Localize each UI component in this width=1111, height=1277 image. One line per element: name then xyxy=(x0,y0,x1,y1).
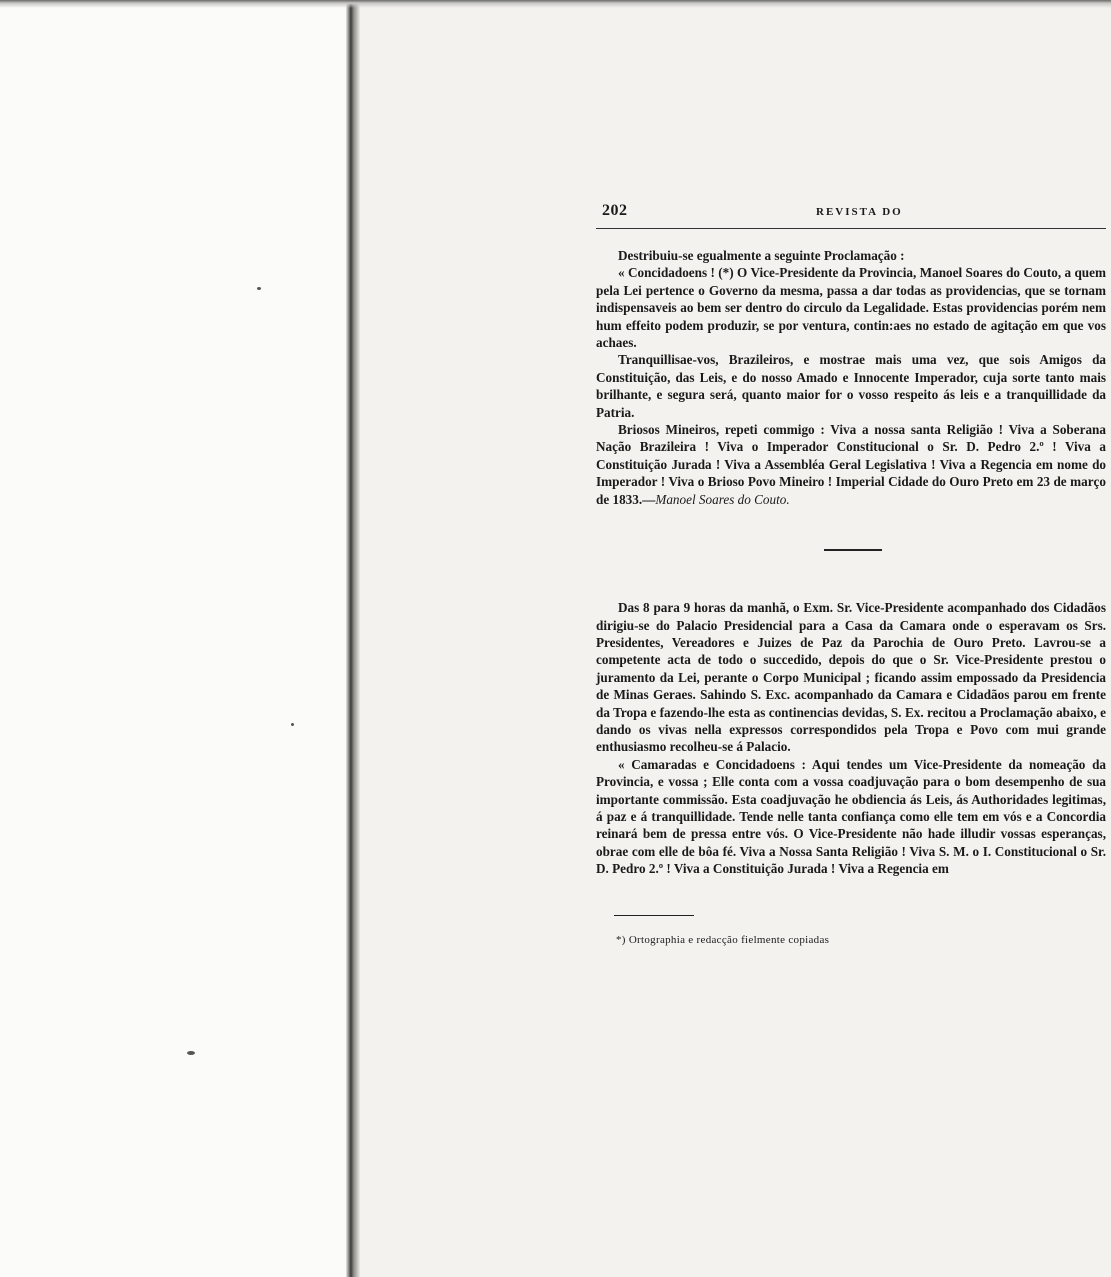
scan-speck xyxy=(291,723,294,726)
paragraph: « Camaradas e Concidadoens : Aqui tendes um Vice-Presidente da nomeação da Provincia, e vossa ; Elle conta com a vossa coadjuvação para o bom desempenho de sua importante commissão. Esta coadjuvação he obdiencia ás Leis, ás Authoridades legitimas, á paz e á tranquillidade. Tende nelle tanta confiança como elle tem em vós e a Concordia reinará bem de pressa entre vós. O Vice-Presidente não hade illudir vossas esperanças, obrae com elle de bôa fé. Viva a Nossa Santa Religião ! Viva S. M. o I. Constitucional o Sr. D. Pedro 2.º ! Viva a Constituição Jurada ! Viva a Regencia em xyxy=(596,756,1106,877)
narrative-section xyxy=(596,599,1106,878)
paragraph: Tranquillisae-vos, Brazileiros, e mostrae mais uma vez, que sois Amigos da Constituição, das Leis, e do nosso Amado e Innocente Imperador, cuja sorte tanto mais brilhante, e segura será, quanto maior for o vosso respeito ás leis e a tranquillidade da Patria. xyxy=(596,352,1106,420)
footnote-rule xyxy=(614,915,694,916)
running-head xyxy=(596,200,1106,229)
header-title: REVISTA DO xyxy=(816,206,903,218)
proclamation-section xyxy=(596,247,1106,508)
blank-left-page xyxy=(0,0,352,1277)
scan-speck xyxy=(187,1051,195,1055)
footnote: *) Ortographia e redacção fielmente copiadas xyxy=(616,933,830,946)
scan-top-edge xyxy=(0,0,1111,8)
book-gutter xyxy=(346,0,360,1277)
section-divider xyxy=(824,549,882,551)
paragraph xyxy=(596,421,1106,508)
book-page xyxy=(596,200,1106,946)
page-number: 202 xyxy=(602,202,628,219)
paragraph: « Concidadoens ! (*) O Vice-Presidente da Provincia, Manoel Soares do Couto, a quem pela Lei pertence o Governo da mesma, passa a dar todas as providencias, que se tornam indispensaveis ao bem ser dentro do circulo da Legalidade. Estas providencias porém nem hum effeito podem produzir, se por ventura, contin:aes no estado de agitação em que vos achaes. xyxy=(596,265,1106,351)
paragraph: Das 8 para 9 horas da manhã, o Exm. Sr. Vice-Presidente acompanhado dos Cidadãos dirigiu-se do Palacio Presidencial para a Casa da Camara onde o esperavam os Srs. Presidentes, Vereadores e Juizes de Paz da Parochia de Ouro Preto. Lavrou-se a competente acta de todo o succedido, depois do que o Sr. Vice-Presidente prestou o juramento da Lei, perante o Corpo Municipal ; ficando assim empossado da Presidencia de Minas Geraes. Sahindo S. Exc. acompanhado da Camara e Cidadãos parou em frente da Tropa e fazendo-lhe esta as continencias devidas, S. Ex. recitou a Proclamação abaixo, e dando os vivas nella expressos correspondidos pela Tropa e Povo com mui grande enthusiasmo recolheu-se á Palacio. xyxy=(596,600,1106,755)
signature: Manoel Soares do Couto. xyxy=(655,491,790,507)
scan-speck xyxy=(257,287,261,290)
paragraph: Destribuiu-se egualmente a seguinte Proclamação : xyxy=(618,248,905,263)
paragraph-text: Briosos Mineiros, repeti commigo : Viva a nossa santa Religião ! Viva a Soberana Nação Brazileira ! Viva o Imperador Constitucional o Sr. D. Pedro 2.º ! Viva a Constituição Jurada ! Viva a Assembléa Geral Legislativa ! Viva a Regencia em nome do Imperador ! Viva o Brioso Povo Mineiro ! Imperial Cidade do Ouro Preto em 23 de março de 1833.— xyxy=(596,422,1106,507)
